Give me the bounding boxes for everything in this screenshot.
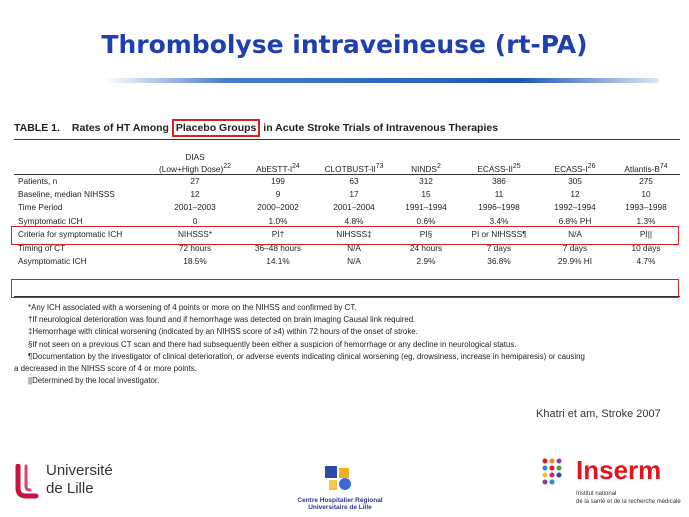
footnote: ¶Documentation by the investigator of clinical deterioration, or adverse events indicating clinical worsening (eg, drowsiness, increase in hemiparesis) or causing <box>28 351 585 361</box>
footnote: §If not seen on a previous CT scan and there had subsequently been either a suspicion of hemorrhage or any decline in neurological status. <box>28 339 517 349</box>
table-cell: 15 <box>421 189 431 200</box>
caption-text-after: in Acute Stroke Trials of Intravenous Therapies <box>260 122 499 134</box>
table-top-rule <box>14 139 680 140</box>
chru-emblem-icon <box>323 464 357 492</box>
slide-title: Thrombolyse intraveineuse (rt-PA) <box>101 30 588 59</box>
table-cell: 9 <box>275 189 281 200</box>
inserm-wordmark: Inserm <box>576 455 662 485</box>
table-cell: 1.3% <box>636 215 656 226</box>
table-cell: 29.9% HI <box>557 256 593 267</box>
table-cell: 1.0% <box>268 215 288 226</box>
table-row <box>14 254 680 267</box>
table-cell: 11 <box>494 189 504 200</box>
row-label: Baseline, median NIHSSS <box>18 189 115 200</box>
table-cell: 7 days <box>486 242 512 253</box>
table-cell: PI or NIHSSS¶ <box>471 229 527 240</box>
table-cell: 18.5% <box>183 256 207 267</box>
row-label: Asymptomatic ICH <box>18 256 87 267</box>
inserm-subtitle-2: de la santé et de la recherche médicale <box>576 499 681 505</box>
table-cell: 1996–1998 <box>478 202 520 213</box>
column-header: NINDS$^2$ <box>411 163 441 174</box>
table-cell: 10 <box>641 189 651 200</box>
table-cell: 305 <box>568 175 582 186</box>
footnote: †If neurological deterioration was found and if hemorrhage was detected on brain imaging Causal link required. <box>28 315 416 325</box>
column-header: Atlantis-$B^{74}$ <box>624 163 668 174</box>
table-cell: N/A <box>568 229 582 240</box>
table-cell: 4.8% <box>344 215 364 226</box>
inserm-dots-icon <box>540 455 572 487</box>
caption-highlight-placebo-groups: Placebo Groups <box>172 119 261 137</box>
table-cell: 7 days <box>562 242 588 253</box>
table-cell: 199 <box>271 175 285 186</box>
column-header: DIAS (Low+High Dose)$^{22}$ <box>158 152 232 174</box>
table-cell: 2001–2004 <box>333 202 375 213</box>
table-cell: 1993–1998 <box>625 202 667 213</box>
header-empty <box>14 142 150 174</box>
asymptomatic-ich-highlight-box <box>11 279 679 298</box>
table-cell: 312 <box>419 175 433 186</box>
table-cell: 2.9% <box>416 256 436 267</box>
table-footnotes <box>14 302 686 387</box>
table-cell: 0.6% <box>416 215 436 226</box>
row-label: Symptomatic ICH <box>18 215 83 226</box>
table-header-row <box>14 142 680 174</box>
table-row <box>14 187 680 200</box>
column-header: CLOTBUST-II$^{73}$ <box>324 163 384 174</box>
inserm-logo <box>540 455 681 505</box>
column-header: ECASS-II$^{25}$ <box>477 163 521 174</box>
table-cell: 6.8% PH <box>558 215 592 226</box>
table-cell: NIHSSS* <box>177 229 213 240</box>
table-row <box>14 201 680 214</box>
footnote: ‡Hemorrhage with clinical worsening (indicated by an NIHSS score of ≥4) within 72 hours of the onset of stroke. <box>28 327 418 337</box>
table-cell: 24 hours <box>409 242 443 253</box>
source-citation: Khatri et am, Stroke 2007 <box>536 408 661 420</box>
column-header: AbESTT-$I^{24}$ <box>256 163 300 174</box>
table-cell: 275 <box>639 175 653 186</box>
footnote: *Any ICH associated with a worsening of 4 points or more on the NIHSS and confirmed by CT. <box>28 303 357 312</box>
footnote: ||Determined by the local investigator. <box>28 376 160 386</box>
row-label: Criteria for symptomatic ICH <box>18 229 123 240</box>
table-cell: 63 <box>349 175 359 186</box>
symptomatic-ich-highlight-box <box>11 226 679 245</box>
table-number: TABLE 1. <box>14 122 60 134</box>
table-cell: 17 <box>349 189 359 200</box>
caption-text-before: Rates of HT Among <box>71 122 172 134</box>
table-cell: 10 days <box>631 242 661 253</box>
row-label: Timing of CT <box>18 242 66 253</box>
chru-lille-logo <box>280 464 400 511</box>
table-cell: 1992–1994 <box>554 202 596 213</box>
row-label: Time Period <box>18 202 63 213</box>
table-cell: 1991–1994 <box>405 202 447 213</box>
table-caption <box>14 122 498 134</box>
table-cell: 14.1% <box>266 256 290 267</box>
universite-text: Université <box>46 462 113 479</box>
table-cell: 2001–2003 <box>174 202 216 213</box>
chr-line-1: Centre Hospitalier Régional <box>297 497 383 504</box>
table-cell: 2000–2002 <box>257 202 299 213</box>
table-cell: N/A <box>347 242 361 253</box>
table-row <box>14 174 680 187</box>
hemorrhage-rates-table <box>14 142 680 268</box>
table-cell: 386 <box>492 175 506 186</box>
footnote: a decreased in the NIHSS score of 4 or more points. <box>14 364 197 374</box>
universite-de-lille-emblem-icon <box>12 464 40 500</box>
table-cell: NIHSSS‡ <box>336 229 372 240</box>
title-underline <box>104 78 659 83</box>
table-cell: 36.8% <box>487 256 511 267</box>
table-cell: 27 <box>190 175 200 186</box>
column-header: ECASS-$I^{26}$ <box>554 163 596 174</box>
table-cell: 12 <box>570 189 580 200</box>
inserm-subtitle-1: Institut national <box>576 491 617 497</box>
table-cell: 12 <box>190 189 200 200</box>
table-cell: PI§ <box>419 229 433 240</box>
table-cell: 0 <box>192 215 198 226</box>
table-cell: PI† <box>271 229 285 240</box>
chr-line-2: Universitaire de Lille <box>308 504 372 511</box>
table-cell: PI|| <box>639 229 653 240</box>
table-cell: N/A <box>347 256 361 267</box>
de-lille-text: de Lille <box>46 480 94 497</box>
table-cell: 36–48 hours <box>254 242 302 253</box>
row-label: Patients, n <box>18 175 58 186</box>
table-cell: 4.7% <box>636 256 656 267</box>
table-cell: 3.4% <box>489 215 509 226</box>
table-cell: 72 hours <box>178 242 212 253</box>
